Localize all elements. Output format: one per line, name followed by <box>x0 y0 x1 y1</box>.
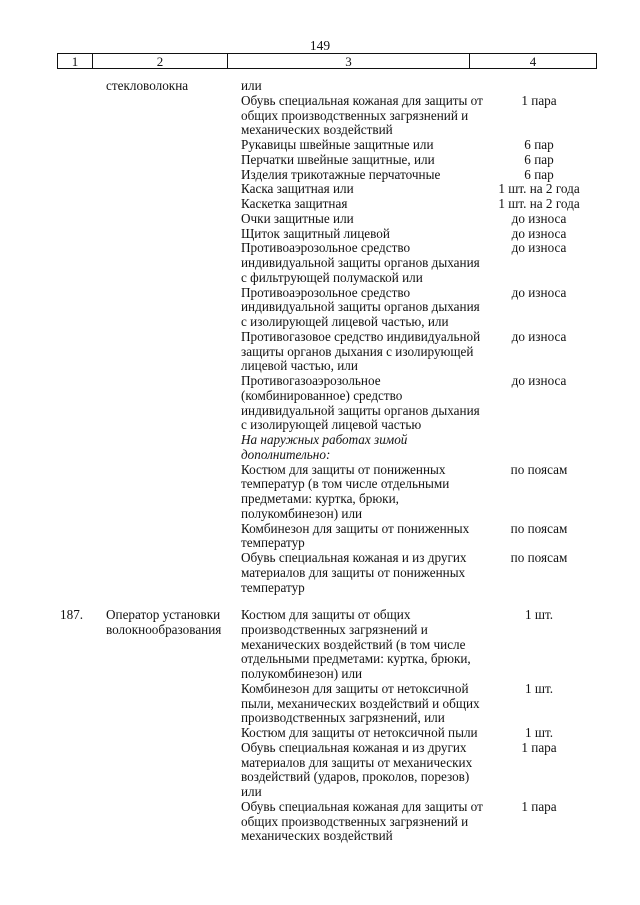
column-header-row <box>57 53 597 69</box>
ppe-item-line: защиты органов дыхания с изолирующей <box>241 343 474 359</box>
ppe-item-line: Обувь специальная кожаная и из других <box>241 550 467 565</box>
column-header-4: 4 <box>470 54 597 69</box>
profession-name-line: волокнообразования <box>106 621 222 637</box>
column-header-1: 1 <box>58 54 93 69</box>
issue-norm: до износа <box>511 210 567 226</box>
issue-norm: 1 шт. <box>524 680 554 696</box>
issue-norm: до износа <box>511 284 567 300</box>
profession-name-line: Оператор установки <box>106 607 221 622</box>
ppe-item-line: Каска защитная или <box>241 181 354 197</box>
ppe-item-line: механических воздействий (в том числе <box>241 636 466 652</box>
ppe-item-line: отдельными предметами: куртка, брюки, <box>241 651 471 667</box>
ppe-item-line: с изолирующей лицевой частью, или <box>241 314 449 329</box>
issue-norm: 1 шт. на 2 года <box>498 181 580 197</box>
ppe-item-line: или <box>241 78 262 93</box>
issue-norm: 1 шт. на 2 года <box>498 196 580 211</box>
ppe-item-line: Обувь специальная кожаная и из других <box>241 739 467 755</box>
issue-norm: 6 пар <box>524 151 554 167</box>
ppe-item-line: Противоаэрозольное средство <box>241 240 411 256</box>
ppe-item-line: температур <box>241 535 305 551</box>
ppe-item-line: температур (в том числе отдельными <box>241 476 450 492</box>
issue-norm: 1 пара <box>521 92 557 108</box>
section-note: дополнительно: <box>241 446 331 462</box>
profession-name: стекловолокна <box>106 78 189 93</box>
ppe-item-line: Обувь специальная кожаная для защиты от <box>241 798 483 814</box>
ppe-item-line: лицевой частью, или <box>241 358 358 374</box>
ppe-item-line: полукомбинезон) или <box>241 505 363 521</box>
issue-norm: 1 шт. <box>524 725 554 740</box>
issue-norm: по поясам <box>510 461 568 477</box>
issue-norm: 1 пара <box>521 739 557 755</box>
issue-norm: по поясам <box>510 520 568 536</box>
ppe-item-line: механических воздействий <box>241 828 393 844</box>
ppe-item-line: индивидуальной защиты органов дыхания <box>241 402 480 418</box>
ppe-item-line: производственных загрязнений, или <box>241 710 445 726</box>
ppe-item-line: с изолирующей лицевой частью <box>241 417 422 433</box>
ppe-item-line: воздействий (ударов, проколов, порезов) <box>241 769 470 785</box>
ppe-item-line: общих производственных загрязнений и <box>241 107 469 123</box>
ppe-item-line: общих производственных загрязнений и <box>241 813 469 829</box>
ppe-item-line: Костюм для защиты от общих <box>241 607 411 622</box>
section-note: На наружных работах зимой <box>241 432 408 447</box>
ppe-item-line: Противогазоаэрозольное <box>241 373 381 388</box>
ppe-item-line: индивидуальной защиты органов дыхания <box>241 255 480 270</box>
issue-norm: до износа <box>511 328 567 344</box>
ppe-item-line: температур <box>241 579 305 595</box>
ppe-item-line: материалов для защиты от механических <box>241 754 473 770</box>
row-number: 187. <box>60 607 84 622</box>
ppe-item-line: механических воздействий <box>241 122 393 138</box>
issue-norm: до износа <box>511 373 567 388</box>
issue-norm: 1 шт. <box>524 607 554 622</box>
ppe-item-line: Обувь специальная кожаная для защиты от <box>241 92 483 108</box>
ppe-item-line: Комбинезон для защиты от пониженных <box>241 520 470 536</box>
ppe-item-line: Изделия трикотажные перчаточные <box>241 166 441 182</box>
ppe-item-line: Противогазовое средство индивидуальной <box>241 328 481 344</box>
ppe-item-line: пыли, механических воздействий и общих <box>241 695 480 711</box>
ppe-item-line: полукомбинезон) или <box>241 666 363 681</box>
issue-norm: до износа <box>511 240 567 256</box>
ppe-item-line: Щиток защитный лицевой <box>241 225 390 241</box>
issue-norm: до износа <box>511 225 567 241</box>
ppe-item-line: Костюм для защиты от нетоксичной пыли <box>241 725 478 740</box>
ppe-item-line: Костюм для защиты от пониженных <box>241 461 446 477</box>
issue-norm: 1 пара <box>521 798 557 814</box>
page-number: 149 <box>309 38 331 53</box>
ppe-item-line: Каскетка защитная <box>241 196 348 211</box>
ppe-item-line: с фильтрующей полумаской или <box>241 269 423 285</box>
column-header-2: 2 <box>93 54 228 69</box>
ppe-item-line: индивидуальной защиты органов дыхания <box>241 299 480 315</box>
issue-norm: 6 пар <box>524 166 554 182</box>
ppe-item-line: Очки защитные или <box>241 210 354 226</box>
issue-norm: по поясам <box>510 550 568 565</box>
ppe-item-line: Перчатки швейные защитные, или <box>241 151 435 167</box>
ppe-item-line: предметами: куртка, брюки, <box>241 491 399 506</box>
ppe-item-line: (комбинированное) средство <box>241 387 403 403</box>
ppe-item-line: Противоаэрозольное средство <box>241 284 411 300</box>
ppe-item-line: материалов для защиты от пониженных <box>241 564 466 580</box>
ppe-item-line: Комбинезон для защиты от нетоксичной <box>241 680 469 696</box>
issue-norm: 6 пар <box>524 137 554 152</box>
ppe-item-line: или <box>241 784 262 799</box>
column-header-3: 3 <box>228 54 470 69</box>
ppe-item-line: Рукавицы швейные защитные или <box>241 137 434 152</box>
ppe-item-line: производственных загрязнений и <box>241 621 428 637</box>
